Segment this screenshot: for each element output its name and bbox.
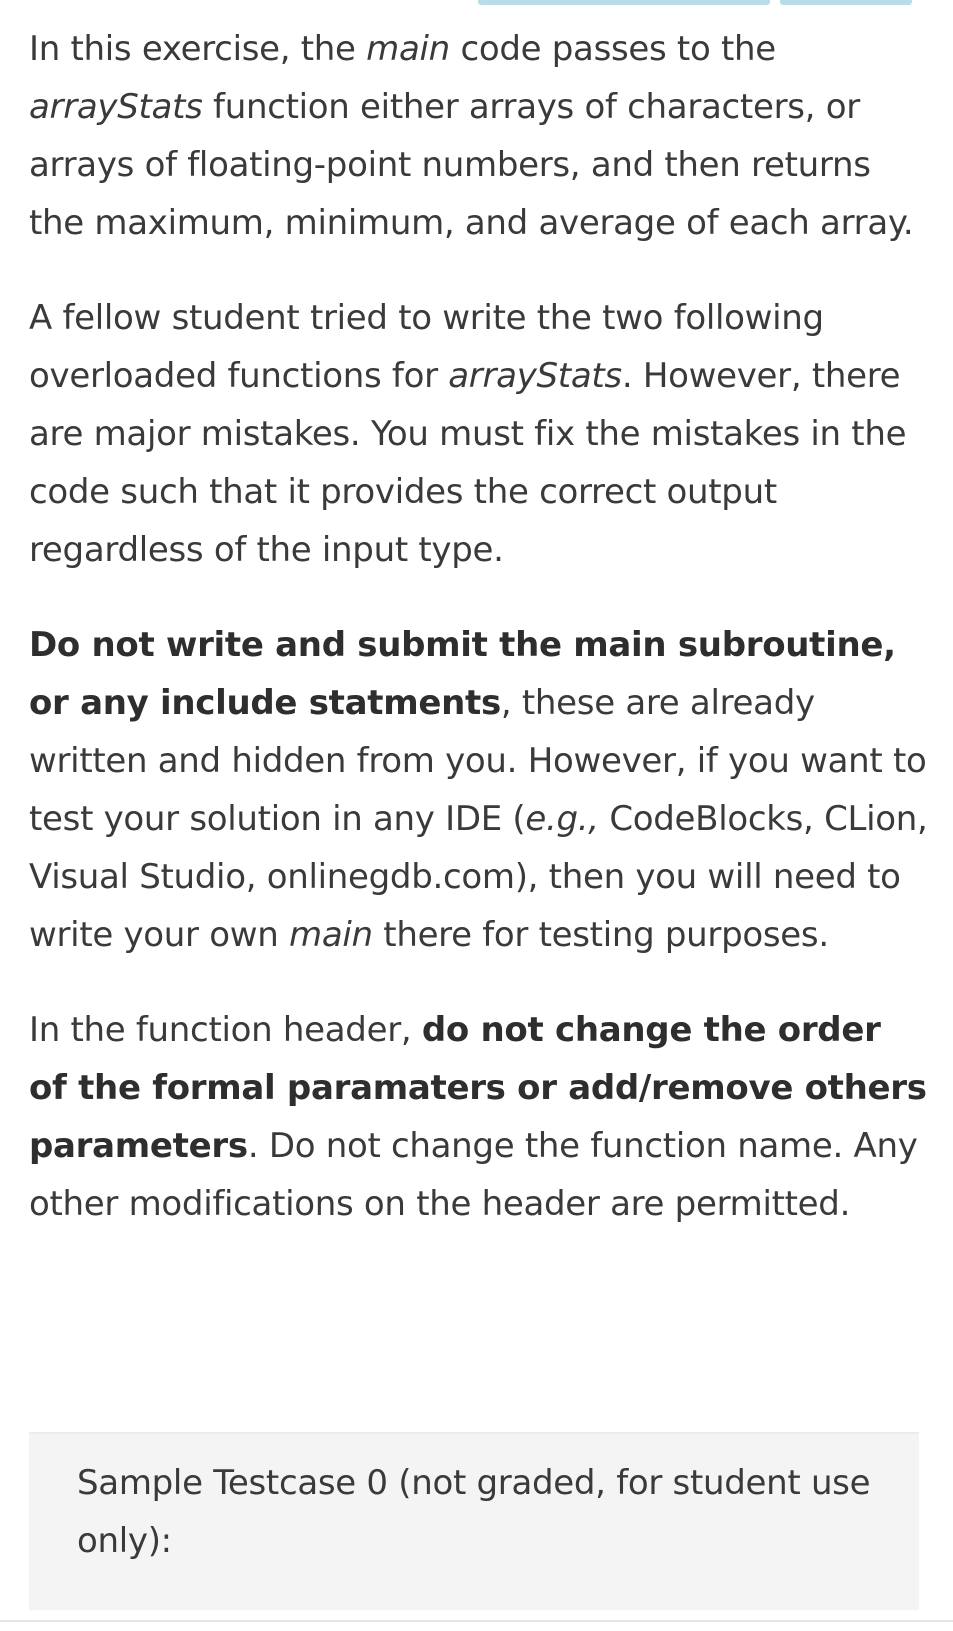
paragraph-task xyxy=(29,289,929,579)
text: A fellow student tried to write the two following overloaded functions for xyxy=(29,298,824,396)
italic-main: main xyxy=(289,915,373,955)
text: function either arrays of characters, or arrays of floating-point numbers, and then returns the maximum, minimum, and average of each array. xyxy=(29,87,914,243)
top-tab-indicator-left xyxy=(478,0,770,5)
paragraph-intro xyxy=(29,20,929,252)
sample-testcase-panel xyxy=(29,1432,919,1610)
italic-arraystats: arrayStats xyxy=(29,87,203,127)
exercise-description xyxy=(29,20,929,1270)
paragraph-header-rules xyxy=(29,1001,929,1233)
text: there for testing purposes. xyxy=(372,915,829,955)
text: In the function header, xyxy=(29,1010,422,1050)
italic-eg: e.g., xyxy=(525,799,599,839)
text: . However, there are major mistakes. You must fix the mistakes in the code such that it provides the correct output regardless of the input type. xyxy=(29,356,907,570)
bold-warning: do not change the order of the formal paramaters or add/remove others parameters xyxy=(29,1010,927,1166)
divider xyxy=(0,1620,953,1622)
text: code passes to the xyxy=(449,29,776,69)
top-tab-indicator-right xyxy=(780,0,912,5)
text: CodeBlocks, CLion, Visual Studio, onlinegdb.com), then you will need to write your own xyxy=(29,799,928,955)
italic-arraystats: arrayStats xyxy=(448,356,622,396)
text: , these are already written and hidden from you. However, if you want to test your solution in any IDE ( xyxy=(29,683,927,839)
text: In this exercise, the xyxy=(29,29,367,69)
bold-warning: Do not write and submit the main subroutine, or any include statments xyxy=(29,625,896,723)
italic-main: main xyxy=(366,29,450,69)
text: . Do not change the function name. Any other modifications on the header are permitted. xyxy=(29,1126,918,1224)
sample-testcase-label: Sample Testcase 0 (not graded, for student use only): xyxy=(77,1463,871,1561)
paragraph-rules xyxy=(29,616,929,964)
